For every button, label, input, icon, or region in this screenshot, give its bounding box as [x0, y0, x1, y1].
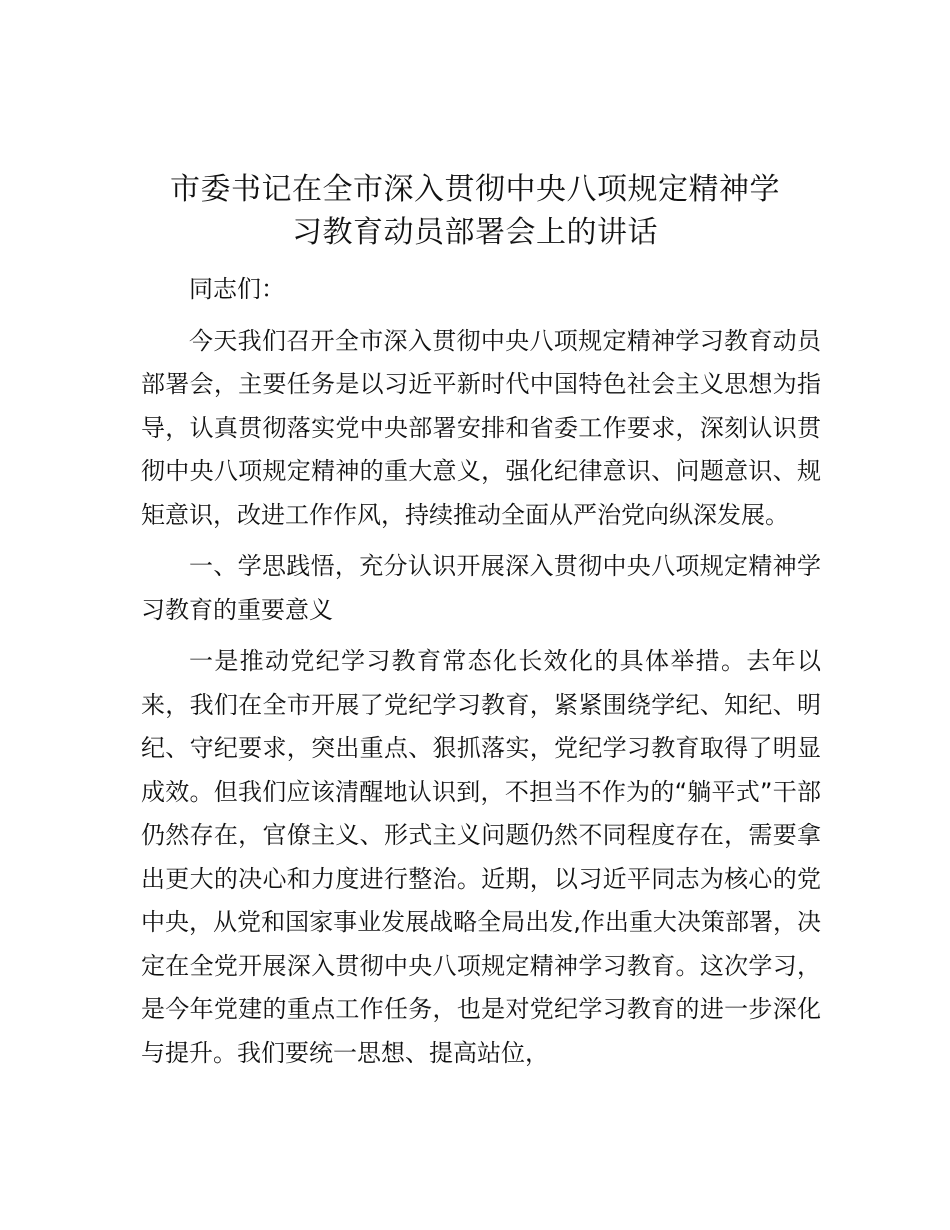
paragraph-point-1: 一是推动党纪学习教育常态化长效化的具体举措。去年以来，我们在全市开展了党纪学习教育，紧紧围绕学纪、知纪、明纪、守纪要求，突出重点、狠抓落实，党纪学习教育取得了明显成效。但我们应该清醒地认识到，不担当不作为的“躺平式”干部仍然存在，官僚主义、形式主义问题仍然不同程度存在，需要拿出更大的决心和力度进行整治。近期，以习近平同志为核心的党中央，从党和国家事业发展战略全局出发,作出重大决策部署，决定在全党开展深入贯彻中央八项规定精神学习教育。这次学习，是今年党建的重点工作任务，也是对党纪学习教育的进一步深化与提升。我们要统一思想、提高站位，: [141, 647, 821, 1067]
title-line-1: 市委书记在全市深入贯彻中央八项规定精神学: [170, 172, 780, 207]
salutation: 同志们：: [189, 275, 285, 303]
document-body: [141, 268, 821, 1075]
section-heading-1: 一、学思践悟，充分认识开展深入贯彻中央八项规定精神学习教育的重要意义: [141, 552, 821, 624]
title-line-2: 习教育动员部署会上的讲话: [292, 215, 658, 250]
document-title: [110, 168, 840, 254]
paragraph-intro: 今天我们召开全市深入贯彻中央八项规定精神学习教育动员部署会，主要任务是以习近平新时代中国特色社会主义思想为指导，认真贯彻落实党中央部署安排和省委工作要求，深刻认识贯彻中央八项规定精神的重大意义，强化纪律意识、问题意识、规矩意识，改进工作作风，持续推动全面从严治党向纵深发展。: [141, 326, 821, 529]
